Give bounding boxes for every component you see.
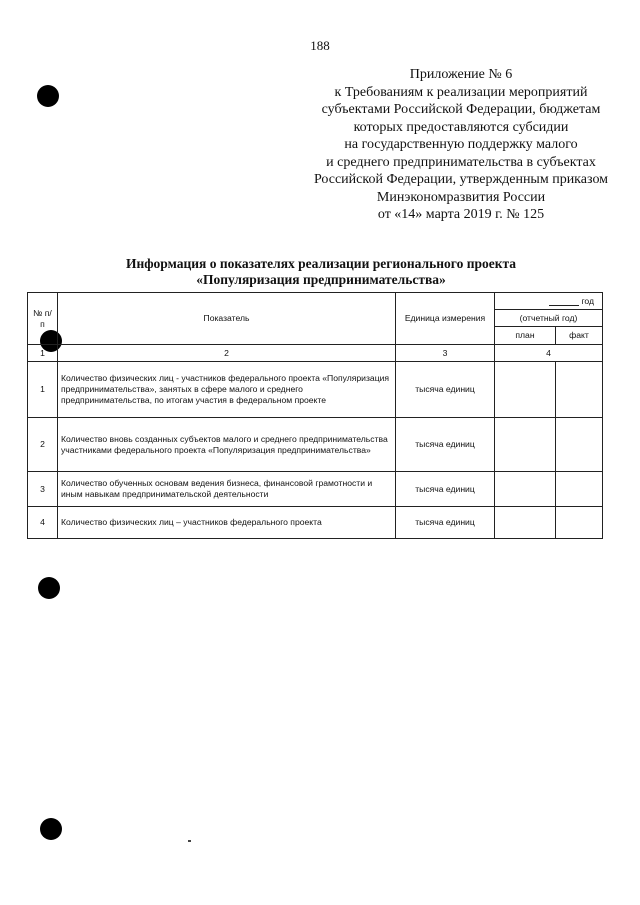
row-plan — [495, 362, 556, 418]
column-number: 1 — [28, 345, 58, 362]
header-reporting-year: (отчетный год) — [495, 310, 603, 327]
row-num: 1 — [28, 362, 58, 418]
punch-hole-mark — [38, 577, 60, 599]
row-unit: тысяча единиц — [396, 507, 495, 539]
row-plan — [495, 472, 556, 507]
row-plan — [495, 507, 556, 539]
table-row — [28, 362, 603, 418]
row-indicator: Количество физических лиц - участников федерального проекта «Популяризация предпринимательства», занятых в сфере малого и среднего предпринимательства, по итогам участия в федеральном проекте — [58, 362, 396, 418]
row-indicator: Количество вновь созданных субъектов малого и среднего предпринимательства участниками федерального проекта «Популяризация предпринимательства» — [58, 418, 396, 472]
indicators-table — [27, 292, 603, 539]
appendix-line: субъектами Российской Федерации, бюджетам — [321, 102, 601, 117]
appendix-header — [290, 66, 632, 224]
page-number: 188 — [310, 38, 330, 53]
punch-hole-mark — [37, 85, 59, 107]
table-row — [28, 418, 603, 472]
table-row — [28, 507, 603, 539]
appendix-line: Минэкономразвития России — [376, 189, 546, 205]
row-num: 2 — [28, 418, 58, 472]
row-plan — [495, 418, 556, 472]
row-num: 3 — [28, 472, 58, 507]
column-number: 4 — [495, 345, 603, 362]
table-row — [28, 472, 603, 507]
document-title-line: «Популяризация предпринимательства» — [196, 272, 446, 287]
header-unit: Единица измерения — [396, 293, 495, 345]
appendix-line: Приложение № 6 — [409, 67, 513, 82]
column-number: 3 — [396, 345, 495, 362]
appendix-line: которых предоставляются субсидии — [353, 119, 569, 135]
header-year-label: год — [581, 295, 594, 306]
row-fact — [556, 362, 603, 418]
header-fact: факт — [556, 327, 603, 345]
appendix-line: от «14» марта 2019 г. № 125 — [377, 207, 545, 222]
row-indicator: Количество обученных основам ведения бизнеса, финансовой грамотности и иным навыкам предпринимательской деятельности — [58, 472, 396, 507]
row-fact — [556, 507, 603, 539]
header-indicator: Показатель — [58, 293, 396, 345]
row-unit: тысяча единиц — [396, 418, 495, 472]
column-number: 2 — [58, 345, 396, 362]
appendix-line: и среднего предпринимательства в субъектах — [326, 154, 596, 170]
row-indicator: Количество физических лиц – участников федерального проекта — [58, 507, 396, 539]
year-blank-line — [549, 305, 579, 306]
punch-hole-mark — [40, 818, 62, 840]
appendix-line: на государственную поддержку малого — [344, 137, 578, 152]
row-num: 4 — [28, 507, 58, 539]
appendix-line: Российской Федерации, утвержденным приказом — [313, 172, 609, 187]
row-fact — [556, 418, 603, 472]
row-unit: тысяча единиц — [396, 472, 495, 507]
document-title-line: Информация о показателях реализации регионального проекта — [125, 256, 517, 271]
scan-speck — [188, 840, 191, 842]
appendix-line: к Требованиям к реализации мероприятий — [334, 84, 588, 100]
row-unit: тысяча единиц — [396, 362, 495, 418]
row-fact — [556, 472, 603, 507]
header-num: № п/п — [28, 293, 58, 345]
header-year — [495, 293, 603, 310]
header-plan: план — [495, 327, 556, 345]
document-title — [40, 256, 602, 288]
